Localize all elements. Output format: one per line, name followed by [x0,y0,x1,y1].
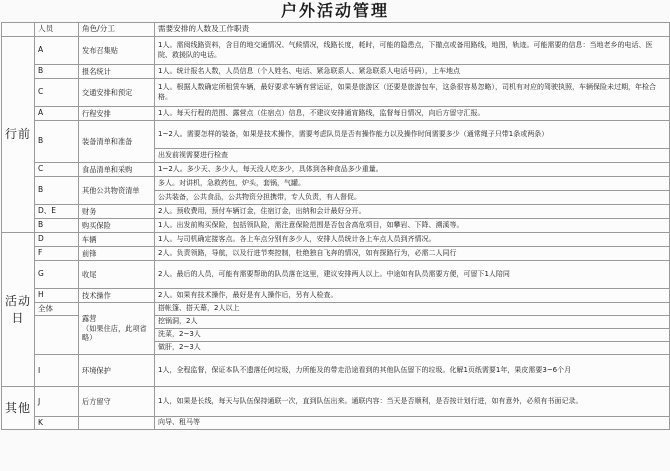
duty-cell: 1~2人。需要怎样的装备，如果是技术操作，需要考虑队员是否有操作能力以及操作时间需要多少（通常绳子只带1条或两条） [155,121,670,149]
role-cell: 露营 （如果住店，此项省略） [79,303,155,355]
duty-cell: 搭帐篷、搭天幕，2人以上 [155,303,670,316]
table-row [2,163,670,177]
person-cell: J [35,387,79,417]
duty-cell: 1~2人。多少天、多少人，每天没人吃多少，具体到各种食品多少重量。 [155,163,670,177]
duty-cell: 1人。与司机确定接客点。各上车点分别有多少人，安排人员统计各上车点人员到齐情况。 [155,233,670,247]
table-row [2,289,670,303]
phase-before: 行前 [2,37,35,233]
table-row [2,417,670,430]
duty-cell: 2人。最后的人员，可能有需要帮助的队员落在这里，建议安排两人以上。中途如有队员需要方便，可留下1人陪同 [155,261,670,289]
role-cell: 行程安排 [79,107,155,121]
person-cell: C [35,79,79,107]
role-cell: 车辆 [79,233,155,247]
table-row [2,233,670,247]
table-row [2,355,670,387]
table-row [2,303,670,316]
person-cell: F [35,247,79,261]
duty-cell: 1人，全程监督，保证本队不遗落任何垃圾，力所能及的带走沿途看到的其他队伍留下的垃圾。化解1页纸需要1年，果皮需要3~6个月 [155,355,670,387]
person-cell: D [35,233,79,247]
person-cell: G [35,261,79,289]
header-person: 人员 [35,23,79,37]
table-row [2,37,670,65]
duty-cell: 2人。负责领路，导航，以及行进节奏控制，杜绝独自飞奔的情况，如有探路行为，必需二人同行 [155,247,670,261]
table-row [2,261,670,289]
role-cell [79,417,155,430]
table-row [2,79,670,107]
duty-cell: 1人，如果是长线，每天与队伍保持通联一次，直到队伍出来。通联内容：当天是否顺利，是否按计划行进，如有意外，必须有书面记录。 [155,387,670,417]
activity-table [1,22,670,430]
role-cell: 食品清单和采购 [79,163,155,177]
person-cell: H [35,289,79,303]
table-header-row [2,23,670,37]
role-cell: 后方留守 [79,387,155,417]
person-cell: K [35,417,79,430]
phase-other: 其他 [2,387,35,430]
role-cell: 装备清单和准备 [79,121,155,163]
header-role: 角色/分工 [79,23,155,37]
person-cell: B [35,65,79,79]
role-cell: 收尾 [79,261,155,289]
person-cell [35,316,79,355]
role-cell: 环境保护 [79,355,155,387]
table-row [2,205,670,219]
duty-cell: 做肝，2~3人 [155,342,670,355]
person-cell: B [35,121,79,163]
person-cell: C [35,163,79,177]
role-cell: 购买保险 [79,219,155,233]
role-cell: 其他公共物资清单 [79,177,155,205]
table-row [2,121,670,149]
duty-cell: 2人。预收费用，预付车辆订金，住宿订金，出纳和会计最好分开。 [155,205,670,219]
duty-cell: 挖锅洞，2人 [155,316,670,329]
phase-activity-day: 活动日 [2,233,35,387]
duty-cell: 1人。每天行程的范围、露营点（住宿点）信息，不建议安排通宵路线，监督每日情况，向后方留守汇报。 [155,107,670,121]
duty-cell: 1人。统计报名人数，人员信息（个人姓名、电话、紧急联系人、紧急联系人电话号码），上车地点 [155,65,670,79]
role-cell: 报名统计 [79,65,155,79]
duty-cell: 向导、租马等 [155,417,670,430]
duty-cell: 洗菜，2~3人 [155,329,670,342]
duty-cell: 1人。根据人数确定所租赁车辆，最好要求车辆有营运证，如果是旅游区（还要是旅游包车，这条很容易忽略），司机有对应的驾驶执照，车辆保险未过期，年检合格。 [155,79,670,107]
person-cell: D、E [35,205,79,219]
person-cell: A [35,107,79,121]
role-cell: 发布召集贴 [79,37,155,65]
page-title: 户外活动管理 [280,1,389,20]
duty-cell: 1人。需阅线路资料，含目的地交通情况、气候情况，线路长度，耗时，可能的隐患点，下撤点或备用路线，地图，轨迹。可能需要的信息：当地老乡的电话、医院、救援队的电话。 [155,37,670,65]
person-cell: I [35,355,79,387]
table-row [2,107,670,121]
table-row [2,177,670,191]
role-cell: 前锋 [79,247,155,261]
role-cell: 交通安排和预定 [79,79,155,107]
table-row [2,387,670,417]
table-row [2,247,670,261]
table-row [2,219,670,233]
table-row [2,65,670,79]
person-cell: 全体 [35,303,79,316]
role-cell: 技术操作 [79,289,155,303]
duty-cell: 公共装备，公共食品，公共物资分担携带，专人负责，有人督促。 [155,191,670,205]
duty-cell: 1人。出发前购买保险，包括领队险，需注意保险范围是否包含高危项目，如攀岩、下降、溯溪等。 [155,219,670,233]
person-cell: A [35,37,79,65]
duty-cell: 出发前视需要进行检查 [155,149,670,163]
person-cell: B [35,219,79,233]
person-cell: B [35,177,79,205]
role-cell: 财务 [79,205,155,219]
header-duty: 需要安排的人数及工作职责 [155,23,670,37]
duty-cell: 多人。对讲机，急救药包，炉头，套锅，气罐。 [155,177,670,191]
duty-cell: 2人。如果有技术操作，最好是有人操作后，另有人检查。 [155,289,670,303]
header-phase [2,23,35,37]
